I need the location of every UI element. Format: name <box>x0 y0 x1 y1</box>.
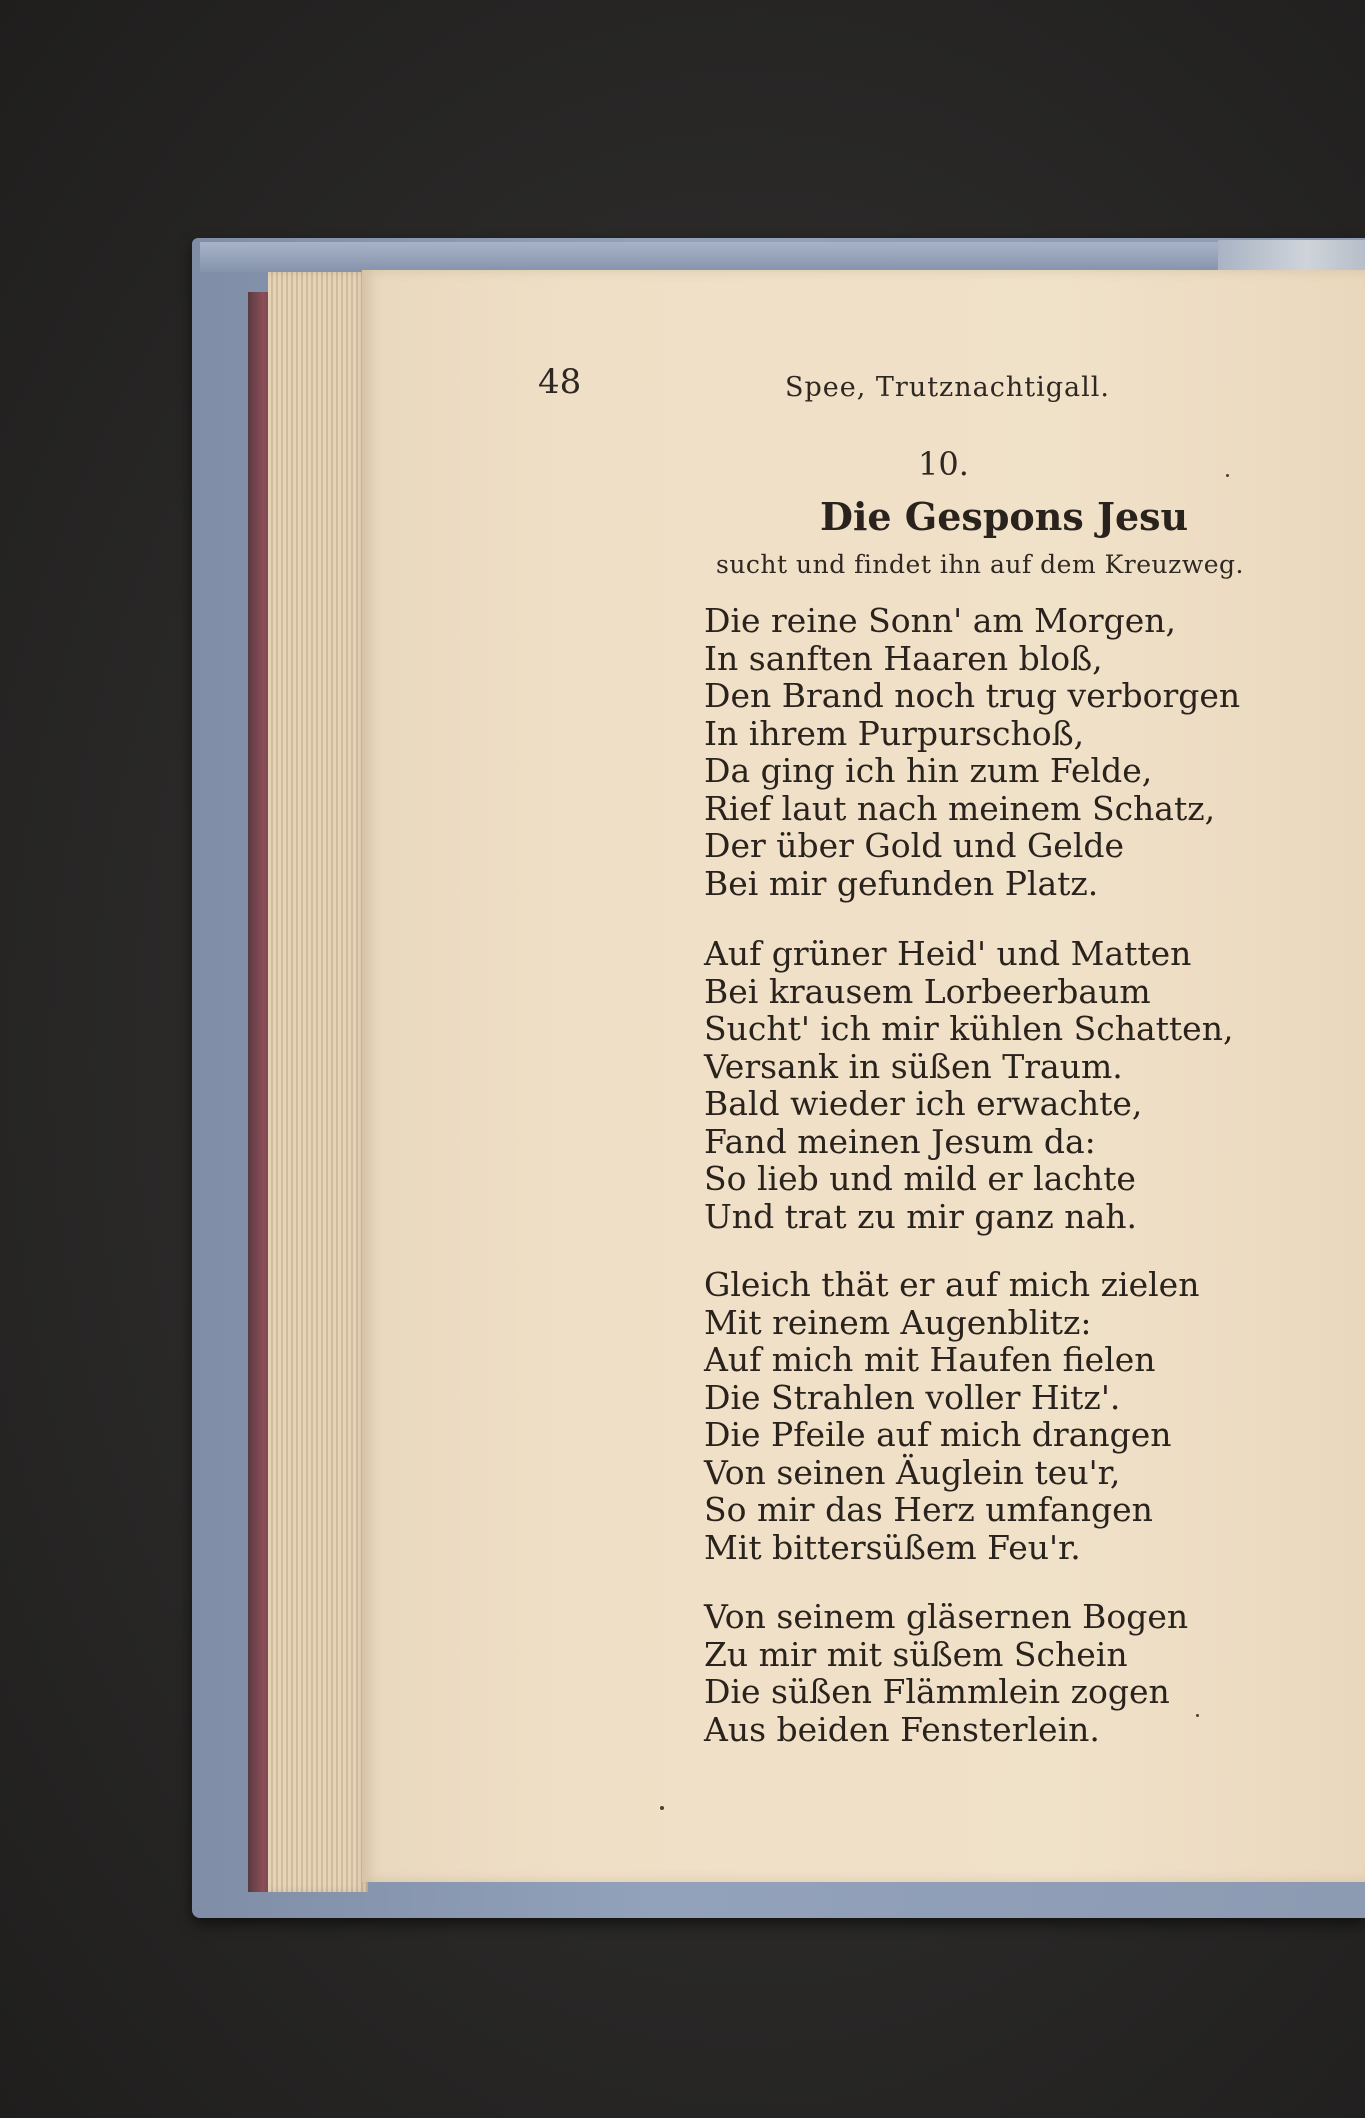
stanza-3 <box>704 1266 1199 1566</box>
verse-line: Rief laut nach meinem Schatz, <box>704 788 1216 828</box>
running-head: Spee, Trutznachtigall. <box>785 372 1110 403</box>
verse-line: Mit bittersüßem Feu'r. <box>704 1527 1081 1567</box>
verse-line: Mit reinem Augenblitz: <box>704 1302 1092 1342</box>
verse-line: Sucht' ich mir kühlen Schatten, <box>704 1009 1234 1048</box>
verse-line: Die Pfeile auf mich drangen <box>704 1415 1172 1454</box>
stanza-2 <box>704 935 1233 1235</box>
book-cover-top-edge <box>200 242 1365 272</box>
verse-line: So mir das Herz umfangen <box>704 1490 1153 1529</box>
verse-line: Auf grüner Heid' und Matten <box>704 934 1192 973</box>
verse-line: Der über Gold und Gelde <box>704 826 1125 865</box>
verse-line: Und trat zu mir ganz nah. <box>704 1196 1137 1236</box>
paper-speck <box>660 1806 664 1810</box>
page-number: 48 <box>538 362 582 402</box>
paper-speck <box>1226 474 1229 477</box>
verse-line: In sanften Haaren bloß, <box>704 638 1103 678</box>
verse-line: Von seinem gläsernen Bogen <box>704 1597 1189 1636</box>
verse-line: Die Strahlen voller Hitz'. <box>704 1377 1121 1417</box>
verse-line: Die süßen Flämmlein zogen <box>704 1672 1170 1711</box>
poem-subtitle: sucht und findet ihn auf dem Kreuzweg. <box>716 550 1244 579</box>
page-stack-edges <box>268 272 368 1892</box>
verse-line: Gleich thät er auf mich zielen <box>704 1265 1200 1304</box>
stanza-1 <box>704 602 1240 902</box>
verse-line: Da ging ich hin zum Felde, <box>704 751 1153 790</box>
verse-line: Aus beiden Fensterlein. <box>704 1709 1100 1749</box>
verse-line: In ihrem Purpurschoß, <box>704 713 1085 753</box>
verse-line: Fand meinen Jesum da: <box>704 1121 1096 1161</box>
verse-line: Zu mir mit süßem Schein <box>704 1634 1128 1674</box>
verse-line: Bald wieder ich erwachte, <box>704 1084 1143 1123</box>
verse-line: Bei krausem Lorbeerbaum <box>704 971 1151 1011</box>
verse-line: Versank in süßen Traum. <box>704 1046 1123 1086</box>
verse-line: Auf mich mit Haufen fielen <box>704 1340 1156 1379</box>
verse-line: Die reine Sonn' am Morgen, <box>704 601 1176 640</box>
poem-title: Die Gespons Jesu <box>820 494 1189 539</box>
poem-number: 10. <box>918 445 969 483</box>
verse-line: Von seinen Äuglein teu'r, <box>704 1452 1121 1492</box>
verse-line: Bei mir gefunden Platz. <box>704 863 1099 903</box>
verse-line: Den Brand noch trug verborgen <box>704 676 1241 715</box>
verse-line: So lieb und mild er lachte <box>704 1159 1136 1198</box>
stanza-4 <box>704 1598 1188 1748</box>
paper-speck <box>1196 1714 1199 1717</box>
